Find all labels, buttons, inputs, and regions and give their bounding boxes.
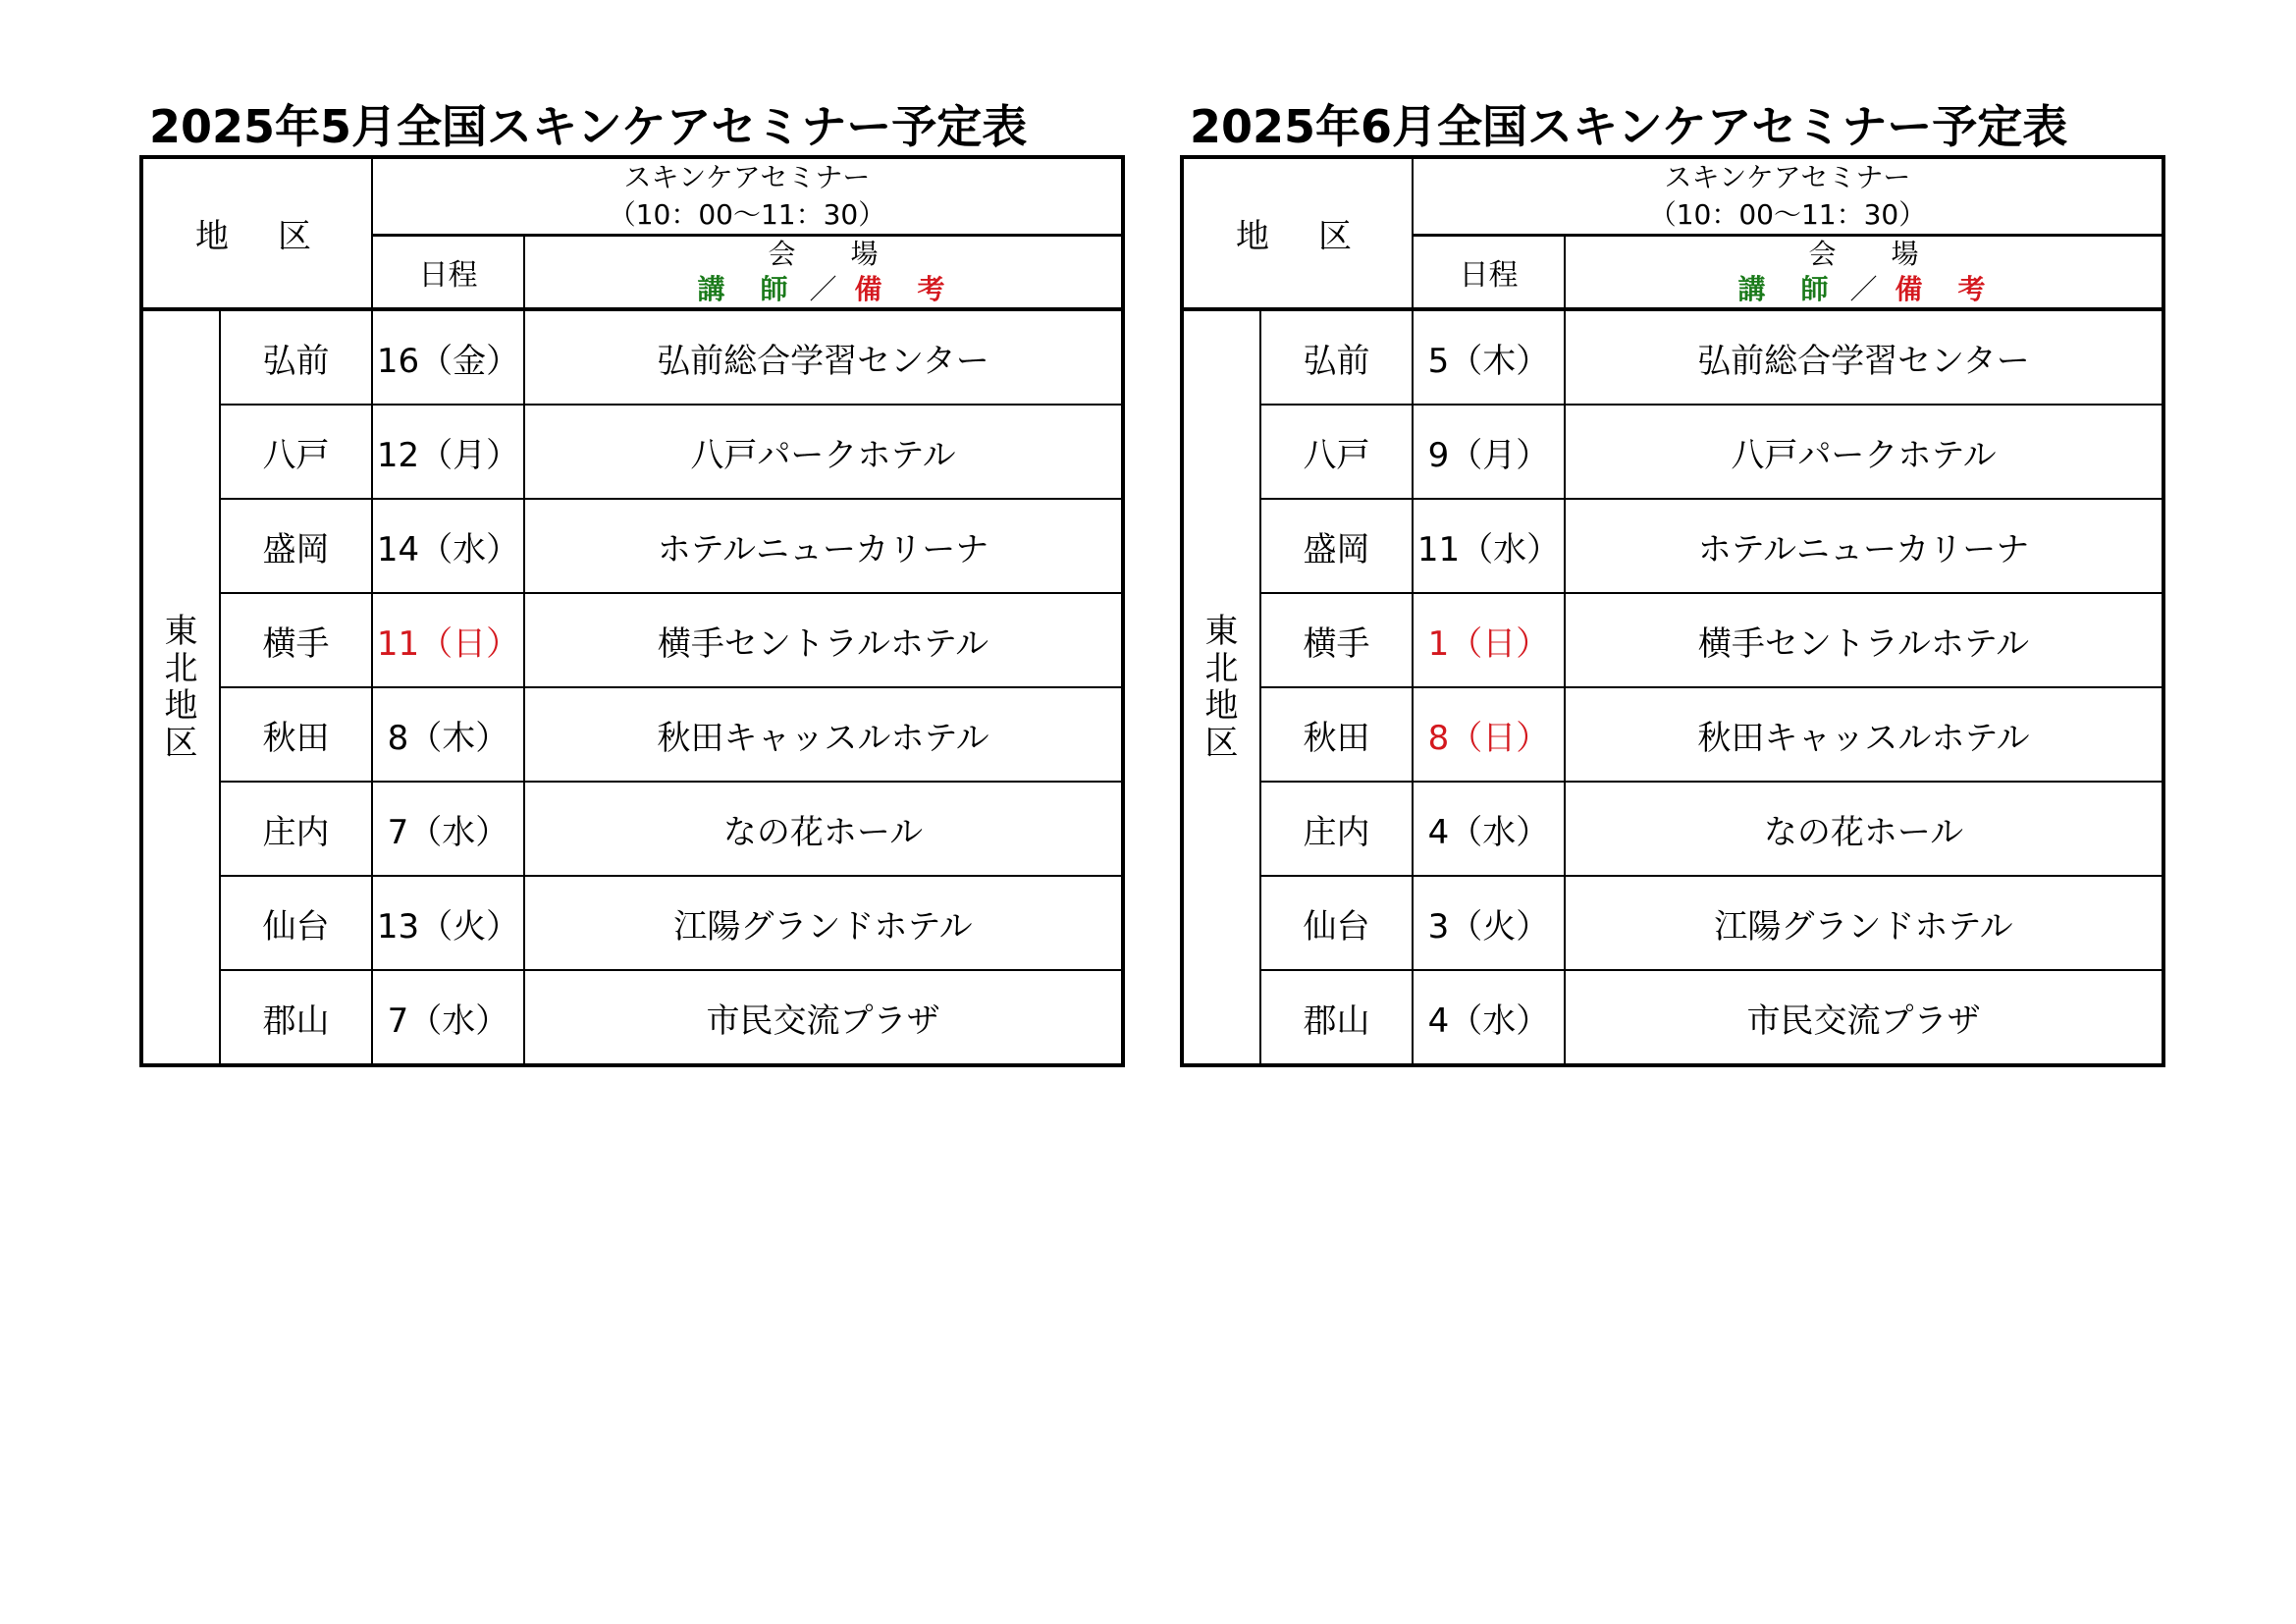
- may-schedule: [139, 98, 1121, 1067]
- venue-cell: 秋田キャッスルホテル: [1565, 687, 2163, 782]
- area-cell: 盛岡: [1260, 499, 1413, 593]
- table-row: [1182, 687, 2163, 782]
- table-row: [141, 309, 1123, 405]
- table-row: [141, 499, 1123, 593]
- area-cell: 八戸: [1260, 405, 1413, 499]
- date-cell: 14（水）: [372, 499, 524, 593]
- header-date: 日程: [1413, 236, 1565, 310]
- table-row: [1182, 499, 2163, 593]
- venue-cell: 弘前総合学習センター: [1565, 309, 2163, 405]
- header-date: 日程: [372, 236, 524, 310]
- seminar-time: （10：00～11：30）: [1648, 198, 1927, 231]
- area-cell: 仙台: [220, 876, 372, 970]
- table-row: [1182, 970, 2163, 1065]
- area-cell: 庄内: [220, 782, 372, 876]
- header-region: 地 区: [1182, 157, 1413, 309]
- venue-label: 会 場: [1808, 238, 1919, 270]
- region-label: [1182, 309, 1260, 1065]
- june-schedule: [1180, 98, 2162, 1067]
- table-row: [1182, 782, 2163, 876]
- venue-cell: 江陽グランドホテル: [524, 876, 1123, 970]
- table-row: [141, 593, 1123, 687]
- area-cell: 仙台: [1260, 876, 1413, 970]
- note-label: 備 考: [1895, 273, 1990, 305]
- schedule-title: 2025年5月全国スキンケアセミナー予定表: [149, 100, 1028, 153]
- area-cell: 横手: [220, 593, 372, 687]
- table-row: [1182, 876, 2163, 970]
- header-region: 地 区: [141, 157, 372, 309]
- table-row: [141, 782, 1123, 876]
- table-row: [1182, 309, 2163, 405]
- slash-separator: ／: [1849, 273, 1878, 305]
- venue-cell: 弘前総合学習センター: [524, 309, 1123, 405]
- date-cell: 12（月）: [372, 405, 524, 499]
- teacher-label: 講 師: [697, 273, 792, 305]
- area-cell: 弘前: [220, 309, 372, 405]
- seminar-name: スキンケアセミナー: [1664, 161, 1911, 193]
- area-cell: 郡山: [220, 970, 372, 1065]
- date-cell: 4（水）: [1413, 782, 1565, 876]
- area-cell: 弘前: [1260, 309, 1413, 405]
- date-cell: 11（日）: [372, 593, 524, 687]
- venue-cell: ホテルニューカリーナ: [524, 499, 1123, 593]
- date-cell: 7（水）: [372, 970, 524, 1065]
- region-label: [141, 309, 220, 1065]
- schedule-title: 2025年6月全国スキンケアセミナー予定表: [1190, 100, 2068, 153]
- table-row: [141, 405, 1123, 499]
- header-seminar: [1413, 157, 2163, 236]
- venue-cell: 江陽グランドホテル: [1565, 876, 2163, 970]
- venue-sublabel: [525, 272, 1121, 307]
- date-cell: 8（木）: [372, 687, 524, 782]
- seminar-name: スキンケアセミナー: [623, 161, 871, 193]
- area-cell: 秋田: [220, 687, 372, 782]
- venue-cell: ホテルニューカリーナ: [1565, 499, 2163, 593]
- venue-cell: 八戸パークホテル: [1565, 405, 2163, 499]
- area-cell: 郡山: [1260, 970, 1413, 1065]
- header-venue: [1565, 236, 2163, 310]
- venue-cell: なの花ホール: [1565, 782, 2163, 876]
- area-cell: 秋田: [1260, 687, 1413, 782]
- date-cell: 7（水）: [372, 782, 524, 876]
- teacher-label: 講 師: [1737, 273, 1833, 305]
- area-cell: 庄内: [1260, 782, 1413, 876]
- date-cell: 13（火）: [372, 876, 524, 970]
- venue-cell: なの花ホール: [524, 782, 1123, 876]
- date-cell: 5（木）: [1413, 309, 1565, 405]
- table-row: [1182, 405, 2163, 499]
- slash-separator: ／: [809, 273, 837, 305]
- venue-sublabel: [1566, 272, 2162, 307]
- date-cell: 1（日）: [1413, 593, 1565, 687]
- date-cell: 16（金）: [372, 309, 524, 405]
- venue-cell: 横手セントラルホテル: [524, 593, 1123, 687]
- schedule-table: [139, 155, 1125, 1067]
- venue-label: 会 場: [768, 238, 879, 270]
- area-cell: 横手: [1260, 593, 1413, 687]
- date-cell: 8（日）: [1413, 687, 1565, 782]
- region-text: 東北地区: [1204, 612, 1239, 763]
- table-row: [141, 970, 1123, 1065]
- header-venue: [524, 236, 1123, 310]
- table-row: [1182, 593, 2163, 687]
- table-row: [141, 687, 1123, 782]
- venue-cell: 八戸パークホテル: [524, 405, 1123, 499]
- note-label: 備 考: [854, 273, 949, 305]
- schedule-table: [1180, 155, 2165, 1067]
- date-cell: 3（火）: [1413, 876, 1565, 970]
- area-cell: 八戸: [220, 405, 372, 499]
- region-text: 東北地区: [164, 612, 198, 763]
- venue-cell: 市民交流プラザ: [524, 970, 1123, 1065]
- date-cell: 9（月）: [1413, 405, 1565, 499]
- table-row: [141, 876, 1123, 970]
- venue-cell: 横手セントラルホテル: [1565, 593, 2163, 687]
- venue-cell: 秋田キャッスルホテル: [524, 687, 1123, 782]
- venue-cell: 市民交流プラザ: [1565, 970, 2163, 1065]
- area-cell: 盛岡: [220, 499, 372, 593]
- header-seminar: [372, 157, 1123, 236]
- date-cell: 11（水）: [1413, 499, 1565, 593]
- seminar-time: （10：00～11：30）: [608, 198, 886, 231]
- date-cell: 4（水）: [1413, 970, 1565, 1065]
